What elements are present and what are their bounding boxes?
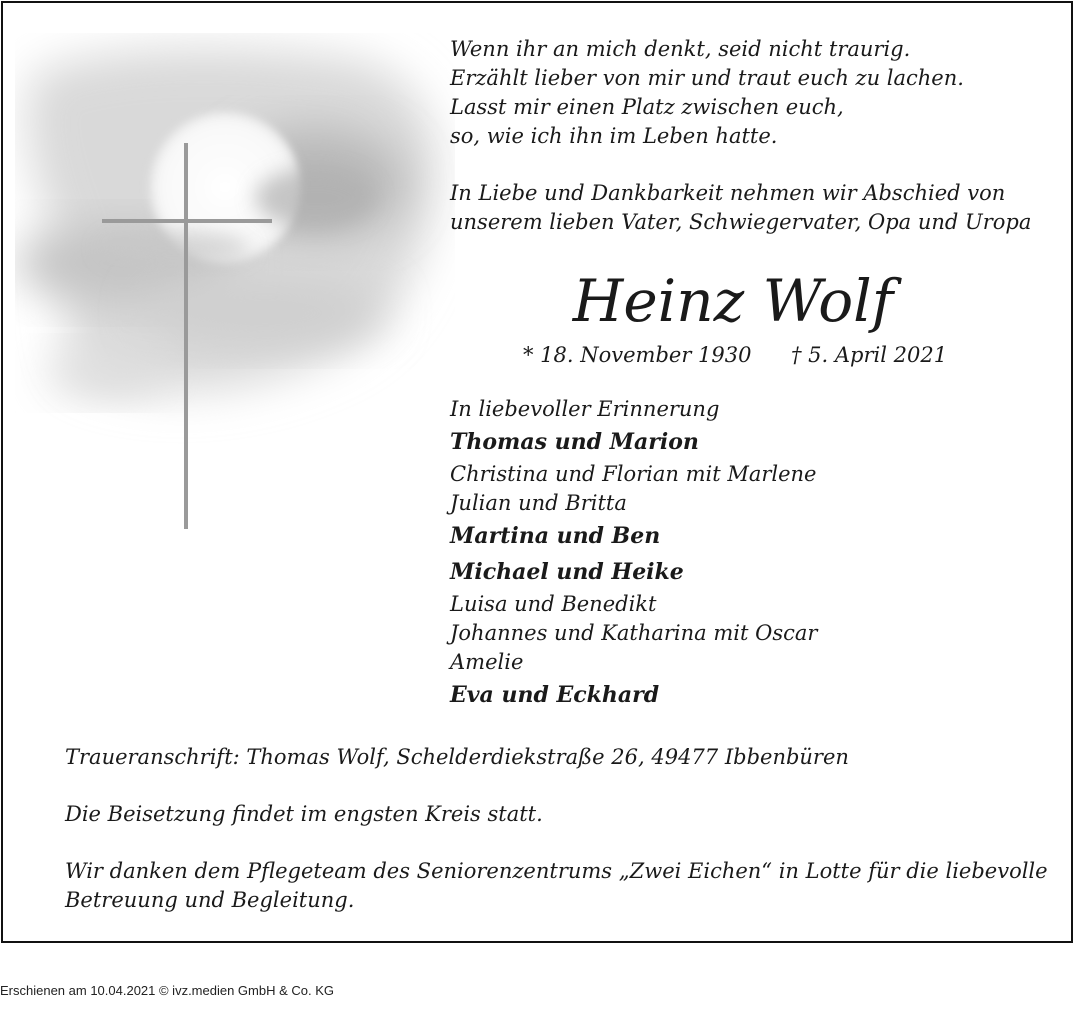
family-member: Julian und Britta: [450, 491, 627, 515]
thanks-line: Betreuung und Begleitung.: [65, 888, 355, 912]
memorial-poem: [450, 35, 964, 151]
family-group-head: Martina und Ben: [450, 523, 661, 549]
family-group-head: Michael und Heike: [450, 559, 684, 585]
funeral-note: Die Beisetzung findet im engsten Kreis statt.: [65, 802, 543, 826]
intro-line: unserem lieben Vater, Schwiegervater, Opa und Uropa: [450, 210, 1032, 234]
family-intro: In liebevoller Erinnerung: [450, 397, 720, 421]
cross-moon-illustration: [15, 33, 455, 533]
family-list: [450, 395, 817, 713]
poem-line: so, wie ich ihn im Leben hatte.: [450, 124, 778, 148]
death-date: † 5. April 2021: [791, 343, 948, 367]
family-member: Amelie: [450, 650, 524, 674]
family-member: Christina und Florian mit Marlene: [450, 462, 817, 486]
farewell-intro: [450, 179, 1031, 237]
deceased-name: Heinz Wolf: [572, 267, 894, 335]
thanks-line: Wir danken dem Pflegeteam des Seniorenzentrums „Zwei Eichen“ in Lotte für die liebevolle: [65, 859, 1048, 883]
poem-line: Erzählt lieber von mir und traut euch zu lachen.: [450, 66, 964, 90]
family-member: Johannes und Katharina mit Oscar: [450, 621, 818, 645]
family-member: Luisa und Benedikt: [450, 592, 657, 616]
intro-line: In Liebe und Dankbarkeit nehmen wir Abschied von: [450, 181, 1006, 205]
family-group-head: Thomas und Marion: [450, 429, 699, 455]
birth-date: * 18. November 1930: [523, 343, 752, 367]
obituary-notice: [1, 1, 1073, 943]
mourning-address: Traueranschrift: Thomas Wolf, Schelderdiekstraße 26, 49477 Ibbenbüren: [65, 745, 849, 769]
poem-line: Lasst mir einen Platz zwischen euch,: [450, 95, 844, 119]
publication-caption: Erschienen am 10.04.2021 © ivz.medien GmbH & Co. KG: [0, 983, 335, 998]
poem-line: Wenn ihr an mich denkt, seid nicht traurig.: [450, 37, 911, 61]
family-group-head: Eva und Eckhard: [450, 682, 660, 708]
